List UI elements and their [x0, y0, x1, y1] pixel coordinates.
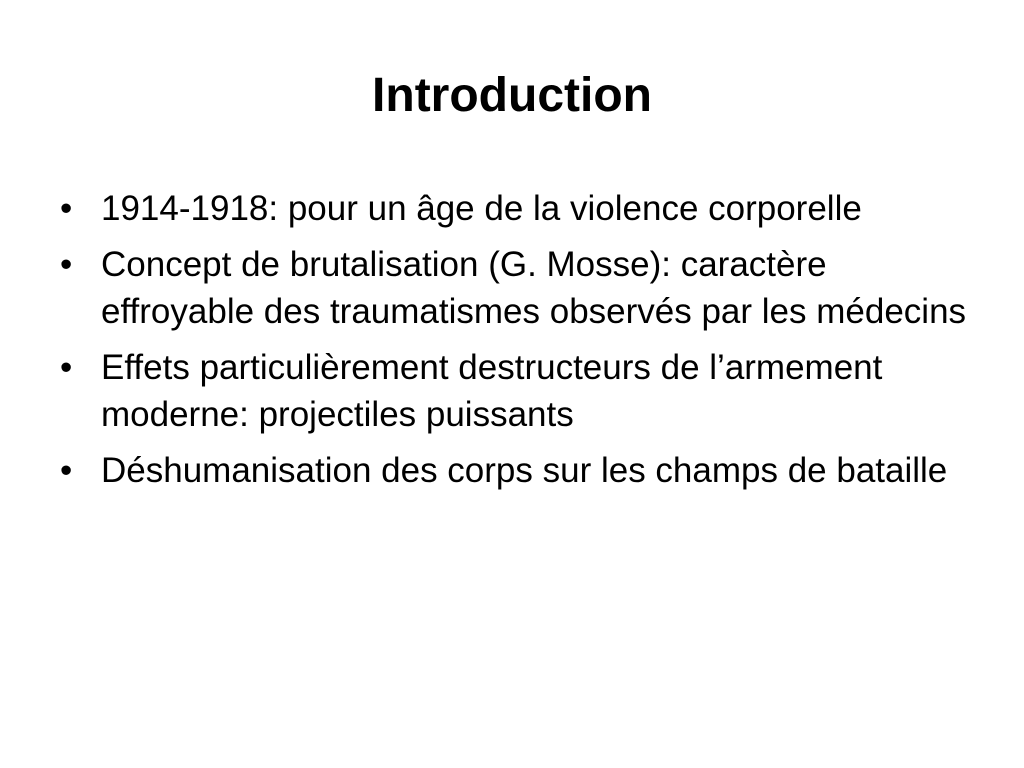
- bullet-item: [58, 241, 978, 335]
- bullet-icon: •: [60, 348, 73, 387]
- bullet-item: [58, 185, 978, 232]
- bullet-list: [58, 185, 978, 503]
- bullet-icon: •: [60, 245, 73, 284]
- bullet-text: Concept de brutalisation (G. Mosse): caractère effroyable des traumatismes observés par les médecins: [101, 245, 967, 331]
- bullet-icon: •: [60, 189, 73, 228]
- bullet-text: Déshumanisation des corps sur les champs de bataille: [101, 451, 948, 490]
- bullet-item: [58, 447, 978, 494]
- bullet-icon: •: [60, 451, 73, 490]
- bullet-text: Effets particulièrement destructeurs de l’armement moderne: projectiles puissants: [101, 348, 883, 434]
- bullet-text: 1914-1918: pour un âge de la violence corporelle: [101, 189, 862, 228]
- slide-title: Introduction: [372, 69, 652, 122]
- bullet-item: [58, 344, 978, 438]
